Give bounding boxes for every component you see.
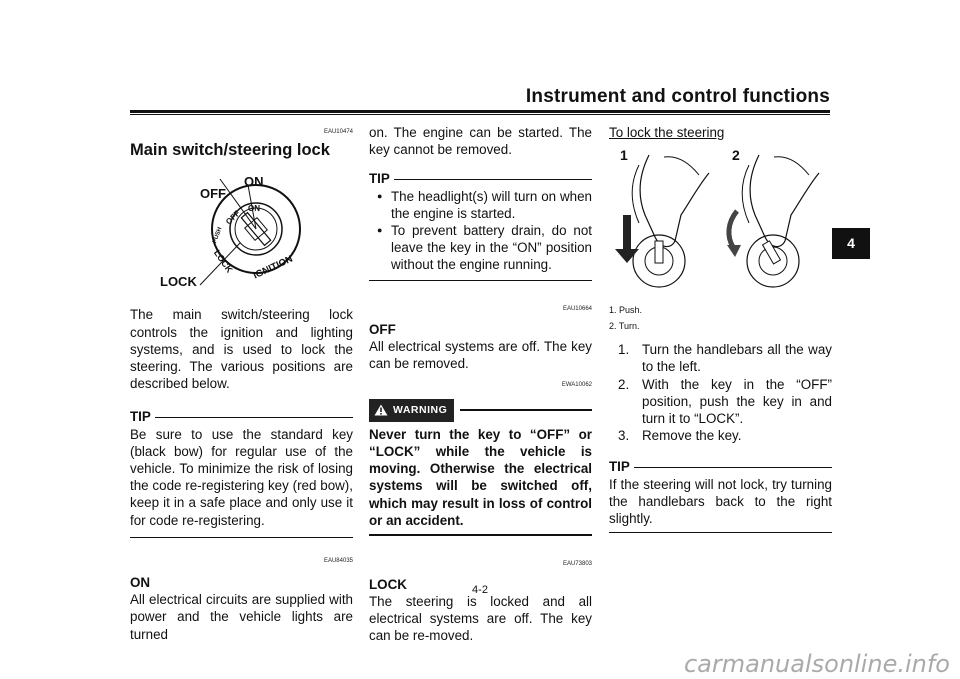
lock-heading: LOCK <box>369 576 407 592</box>
figure-caption: 1. Push. <box>609 305 643 316</box>
list-item: ● To prevent battery drain, do not leave the key in the “ON” position without the engine running. <box>369 222 592 274</box>
tip-heading <box>130 408 353 425</box>
doc-code: EAU84035 <box>323 557 353 564</box>
intro-paragraph: The main switch/steering lock controls the ignition and lighting systems, and is used to lock the steering. The various positions are described below. <box>130 307 353 392</box>
page-header-title: Instrument and control functions <box>525 86 830 107</box>
list-item: ● The headlight(s) will turn on when the engine is started. <box>369 188 592 222</box>
warning-triangle-icon <box>374 404 388 416</box>
warning-label: WARNING <box>393 403 448 416</box>
lock-steering-figure <box>609 145 832 295</box>
tip-rule <box>130 537 353 538</box>
column-1 <box>130 124 353 643</box>
dial-ignition-text: IGNITION <box>251 254 295 282</box>
warning-text: Never turn the key to “OFF” or “LOCK” while the vehicle is moving. Otherwise the electrical systems will be switched off, which may result in loss of control or an accident. <box>369 426 592 528</box>
doc-code: EAU10474 <box>323 129 353 135</box>
column-3 <box>609 124 832 533</box>
tip-label: TIP <box>369 171 390 187</box>
figure-label-2: 2 <box>732 147 740 164</box>
list-item: 2. With the key in the “OFF” position, push the key in and turn it to “LOCK”. <box>618 376 832 427</box>
figure-label-1: 1 <box>620 147 628 164</box>
chapter-tab[interactable]: 4 <box>832 228 870 259</box>
off-paragraph: All electrical systems are off. The key can be removed. <box>369 339 592 372</box>
dial-off-text: OFF <box>224 209 242 227</box>
dial-push-text: PUSH <box>212 226 224 245</box>
header-rule <box>130 110 830 113</box>
tip-body: If the steering will not lock, try turning the handlebars back to the right slightly. <box>609 476 832 527</box>
on-paragraph: All electrical circuits are supplied with power and the vehicle lights are turned <box>130 592 353 642</box>
off-heading: OFF <box>369 321 396 337</box>
section-title: Main switch/steering lock <box>130 141 330 160</box>
warning-heading <box>369 399 592 422</box>
page-number: 4-2 <box>472 584 488 596</box>
figure-label-off: OFF <box>200 186 226 202</box>
tip-label: TIP <box>130 409 151 425</box>
tip-body: Be sure to use the standard key (black bow) for regular use of the vehicle. To minimize the risk of losing the code re-registering key (red bow), keep it in a safe place and only use it for code re-registering. <box>130 426 353 528</box>
dial-on-text: ON <box>248 204 260 214</box>
doc-code: EAU73803 <box>562 560 592 567</box>
key-switch-figure <box>130 163 353 295</box>
tip-rule <box>609 532 832 533</box>
doc-code: EAU10664 <box>562 305 592 312</box>
doc-code: EWA10062 <box>561 382 592 389</box>
tip-list <box>369 188 592 274</box>
tip-heading <box>369 170 592 187</box>
column-2 <box>369 124 592 645</box>
footer-watermark[interactable]: carmanualsonline.info <box>683 650 950 678</box>
tip-label: TIP <box>609 459 630 475</box>
lock-paragraph: The steering is locked and all electrical systems are off. The key can be re-moved. <box>369 593 592 644</box>
warning-badge <box>369 399 454 422</box>
figure-label-on: ON <box>244 174 264 190</box>
figure-caption: 2. Turn. <box>609 321 640 332</box>
figure-label-lock: LOCK <box>160 274 197 290</box>
push-turn-diagram <box>609 145 832 295</box>
on-heading: ON <box>130 575 151 591</box>
header-rule-thin <box>130 114 830 115</box>
tip-heading <box>609 458 832 475</box>
steps-list <box>609 341 832 444</box>
tip-rule <box>369 280 592 281</box>
list-item: 3. Remove the key. <box>618 428 742 444</box>
lock-steering-subheading: To lock the steering <box>609 125 725 140</box>
on-paragraph-continued: on. The engine can be started. The key cannot be removed. <box>369 125 592 158</box>
dial-lock-text: LOCK <box>211 248 235 275</box>
list-item: 1. Turn the handlebars all the way to the left. <box>618 342 832 375</box>
warning-rule <box>369 534 592 536</box>
